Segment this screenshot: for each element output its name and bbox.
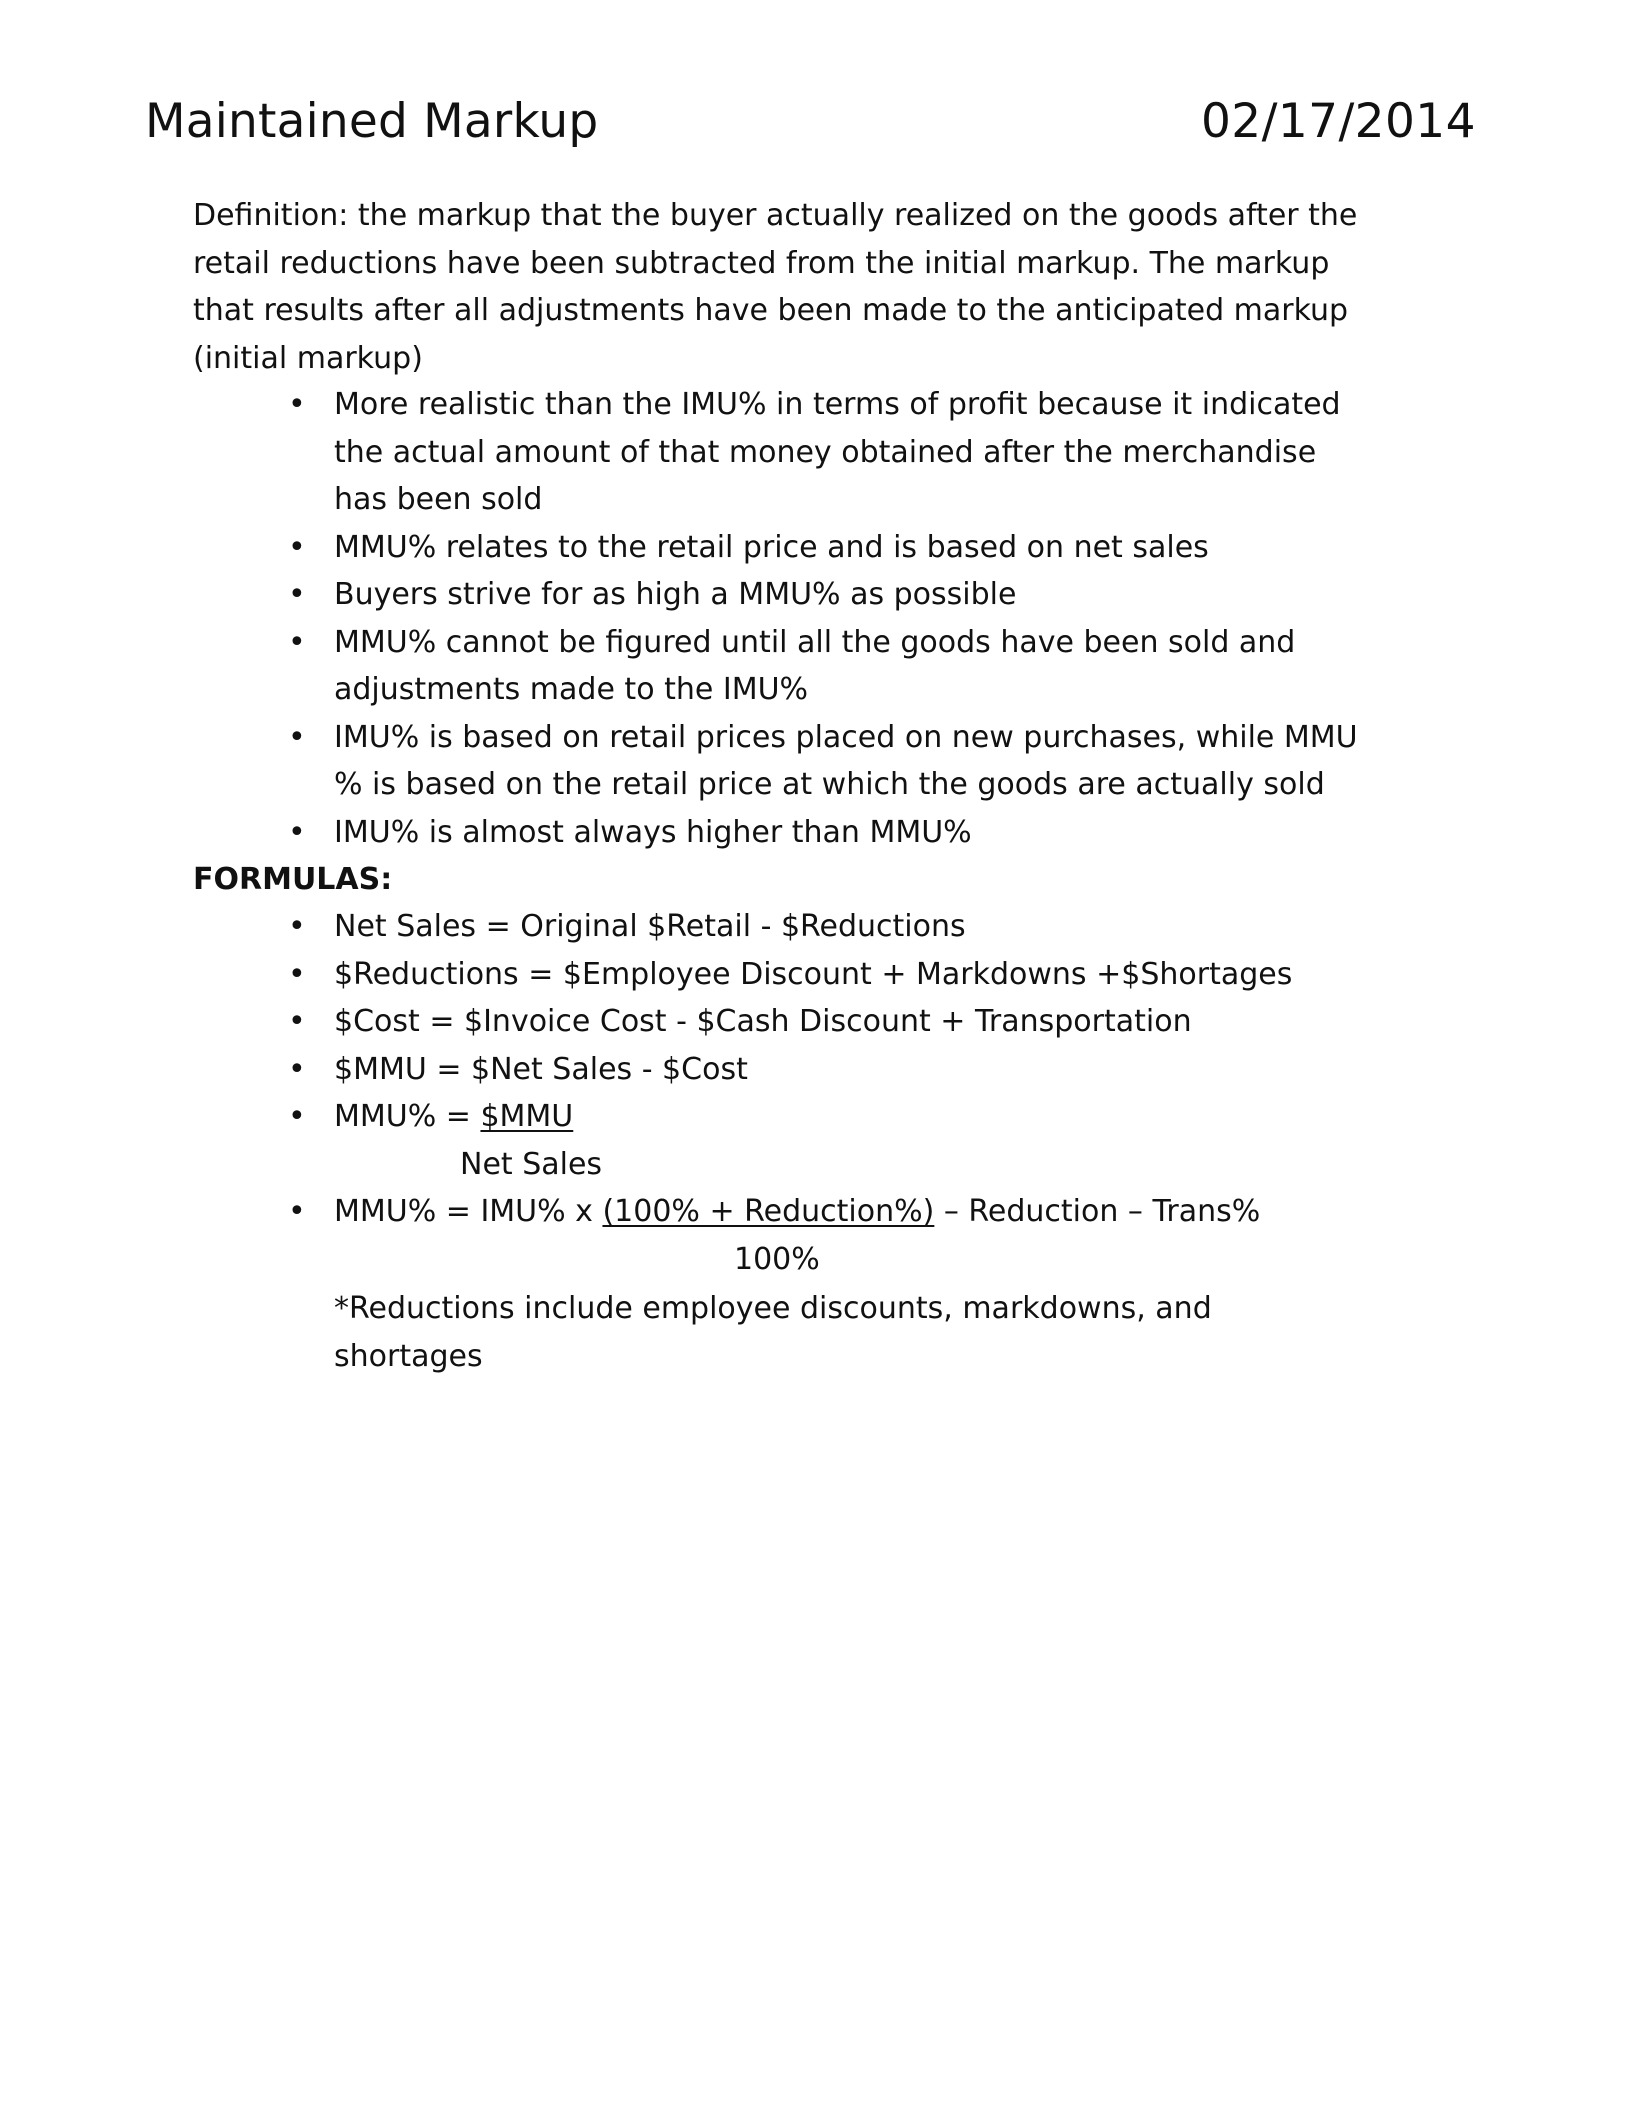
formula-item <box>193 998 1493 1046</box>
formulas-list <box>193 903 1493 1283</box>
formula-item <box>193 1188 1493 1283</box>
formula-denominator: Net Sales <box>460 1146 603 1182</box>
page-title: Maintained Markup <box>145 94 599 149</box>
list-item-line: % is based on the retail price at which the goods are actually sold <box>334 767 1325 802</box>
list-item-line: MMU% relates to the retail price and is based on net sales <box>334 529 1209 565</box>
list-item <box>193 809 1493 857</box>
list-item <box>193 524 1493 572</box>
formula-prefix: MMU% = IMU% x <box>334 1194 603 1229</box>
bullet-icon: • <box>288 624 306 660</box>
formula-mmu-from-imu <box>334 1188 1493 1236</box>
bullet-icon: • <box>288 387 306 422</box>
formula-suffix: – Reduction – Trans% <box>934 1194 1261 1229</box>
bullet-icon: • <box>288 577 306 612</box>
reductions-note <box>334 1285 1212 1380</box>
list-item-line: has been sold <box>334 482 543 517</box>
list-item <box>193 571 1493 619</box>
bullet-icon: • <box>288 814 306 850</box>
formula-mmu-dollars: $MMU = $Net Sales - $Cost <box>334 1051 748 1087</box>
formulas-heading: FORMULAS: <box>193 862 393 897</box>
formula-mmu-percent <box>334 1093 1493 1141</box>
list-item-line: IMU% is based on retail prices placed on new purchases, while MMU <box>334 719 1358 755</box>
bullet-icon: • <box>288 1051 306 1087</box>
formula-item <box>193 951 1493 999</box>
bullet-icon: • <box>288 719 306 755</box>
formula-item <box>193 1046 1493 1094</box>
formula-item <box>193 1093 1493 1188</box>
list-item <box>193 381 1493 524</box>
list-item-line: the actual amount of that money obtained after the merchandise <box>334 434 1317 470</box>
definition-line: that results after all adjustments have been made to the anticipated markup <box>193 293 1349 328</box>
bullet-icon: • <box>288 956 306 992</box>
definition-line: Definition: the markup that the buyer actually realized on the goods after the <box>193 198 1358 233</box>
note-line: shortages <box>334 1338 483 1374</box>
formula-numerator: (100% + Reduction%) <box>602 1194 935 1229</box>
bullet-icon: • <box>288 529 306 565</box>
bullet-icon: • <box>288 1194 306 1229</box>
notes-list <box>193 381 1493 856</box>
definition-paragraph <box>193 192 1453 382</box>
list-item-line: IMU% is almost always higher than MMU% <box>334 814 972 850</box>
formula-cost: $Cost = $Invoice Cost - $Cash Discount + Transportation <box>334 1004 1192 1039</box>
formula-numerator: $MMU <box>480 1099 574 1134</box>
definition-line: retail reductions have been subtracted from the initial markup. The markup <box>193 245 1330 281</box>
bullet-icon: • <box>288 1099 306 1134</box>
list-item-line: Buyers strive for as high a MMU% as possible <box>334 577 1017 612</box>
bullet-icon: • <box>288 1004 306 1039</box>
page-date: 02/17/2014 <box>1201 94 1476 149</box>
list-item-line: MMU% cannot be figured until all the goods have been sold and <box>334 624 1296 660</box>
formula-reductions: $Reductions = $Employee Discount + Markdowns +$Shortages <box>334 956 1293 992</box>
list-item-line: More realistic than the IMU% in terms of profit because it indicated <box>334 387 1341 422</box>
bullet-icon: • <box>288 909 306 944</box>
note-line: *Reductions include employee discounts, markdowns, and <box>334 1291 1212 1326</box>
list-item <box>193 619 1493 714</box>
definition-line: (initial markup) <box>193 340 423 376</box>
list-item <box>193 714 1493 809</box>
formula-item <box>193 903 1493 951</box>
list-item-line: adjustments made to the IMU% <box>334 672 809 707</box>
formula-denominator: 100% <box>734 1241 820 1277</box>
formula-net-sales: Net Sales = Original $Retail - $Reductions <box>334 909 966 944</box>
formula-prefix: MMU% = <box>334 1099 481 1134</box>
